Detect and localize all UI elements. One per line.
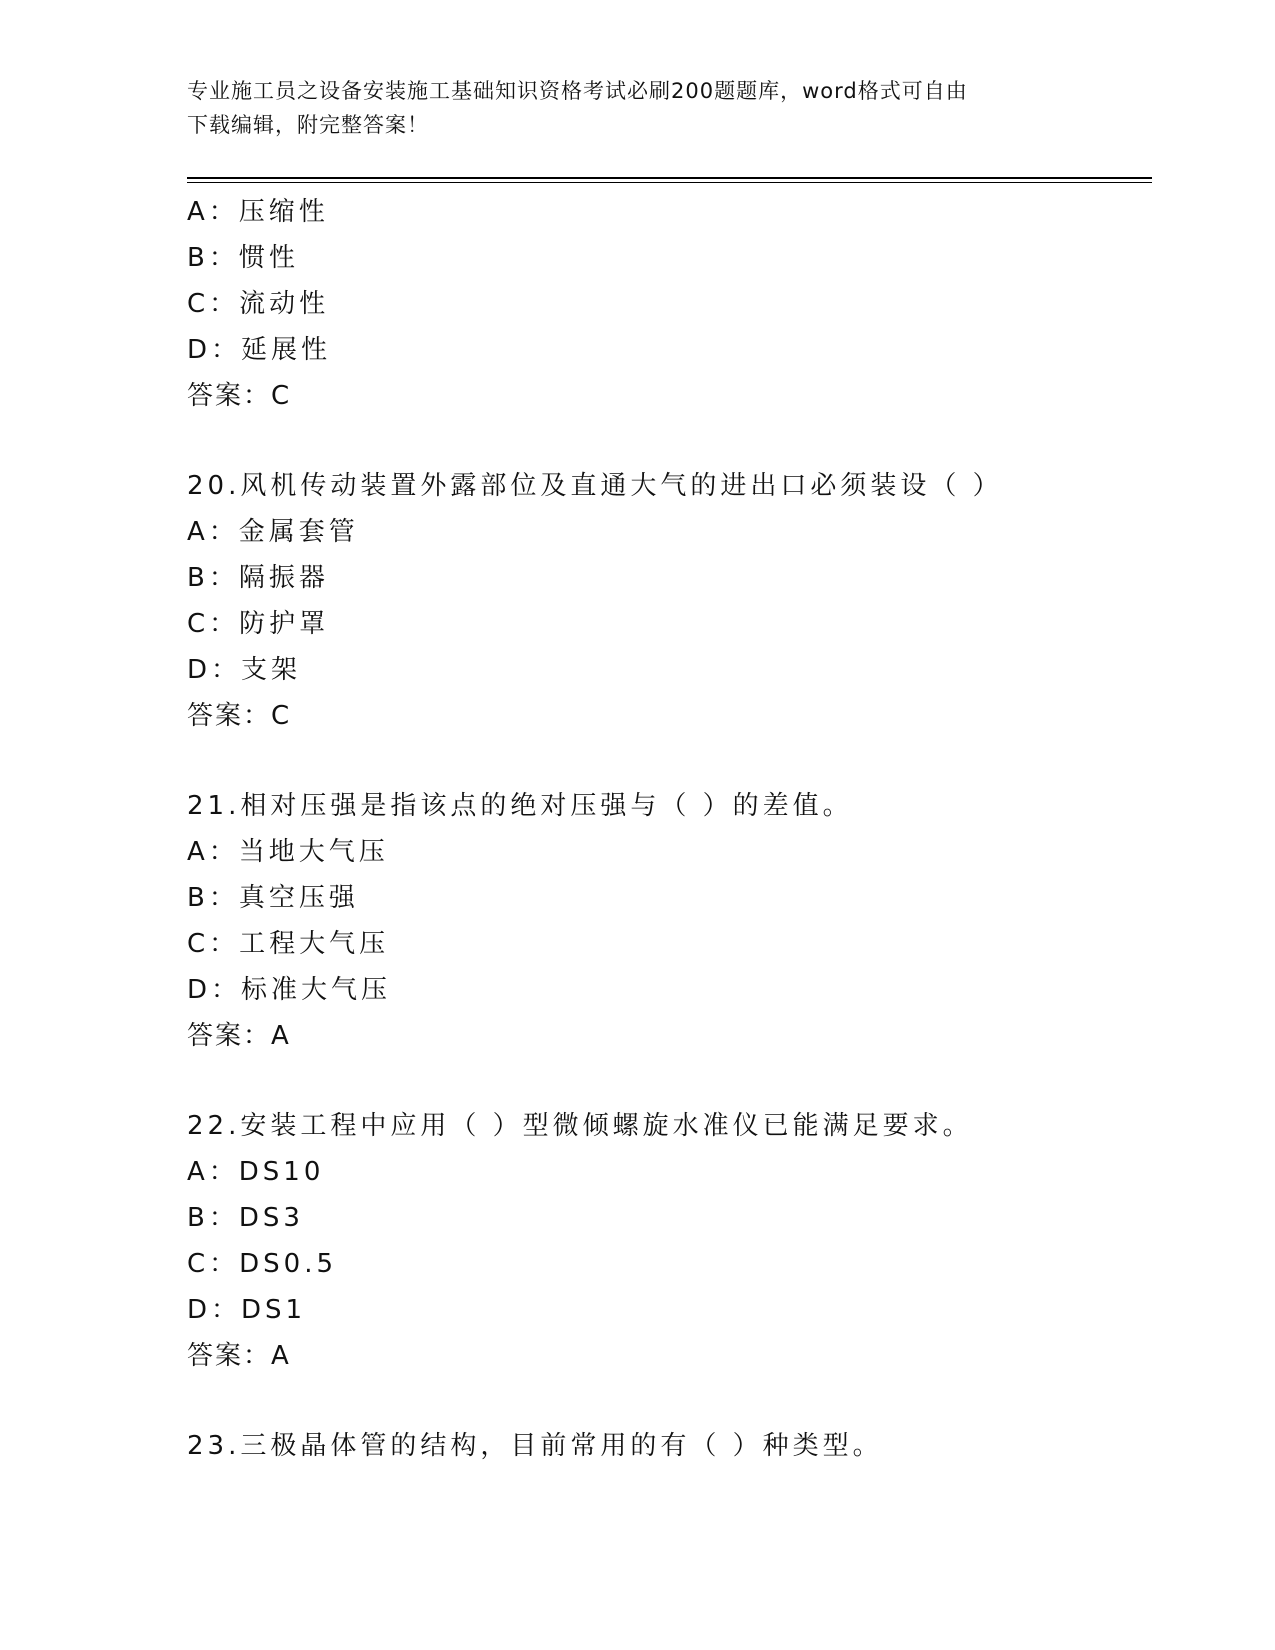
option-a: A：DS10 [187,1157,325,1187]
answer: 答案：C [187,381,292,411]
option-b: B：DS3 [187,1203,304,1233]
option-a: A：压缩性 [187,197,329,227]
question-text: 21.相对压强是指该点的绝对压强与（ ）的差值。 [187,791,853,821]
option-a: A：金属套管 [187,517,359,547]
option-d: D：标准大气压 [187,975,392,1005]
question-text: 23.三极晶体管的结构，目前常用的有（ ）种类型。 [187,1431,883,1461]
question-text: 22.安装工程中应用（ ）型微倾螺旋水准仪已能满足要求。 [187,1111,973,1141]
question-22 [187,1103,1147,1379]
option-d: D：延展性 [187,335,332,365]
option-d: D：支架 [187,655,302,685]
option-b: B：惯性 [187,243,299,273]
question-20 [187,463,1147,739]
header-divider-thick [187,177,1152,179]
question-list [187,189,1147,1469]
header-line-1: 专业施工员之设备安装施工基础知识资格考试必刷200题题库，word格式可自由 [187,79,968,103]
option-c: C：防护罩 [187,609,330,639]
answer: 答案：C [187,701,292,731]
option-c: C：DS0.5 [187,1249,338,1279]
question-19-continued [187,189,1147,419]
option-c: C：流动性 [187,289,330,319]
option-a: A：当地大气压 [187,837,389,867]
answer: 答案：A [187,1341,291,1371]
option-b: B：真空压强 [187,883,359,913]
question-21 [187,783,1147,1059]
header-divider-thin [187,182,1152,183]
option-d: D：DS1 [187,1295,307,1325]
question-text: 20.风机传动装置外露部位及直通大气的进出口必须装设（ ） [187,471,1003,501]
option-c: C：工程大气压 [187,929,390,959]
option-b: B：隔振器 [187,563,329,593]
question-23 [187,1423,1147,1469]
answer: 答案：A [187,1021,291,1051]
document-header [187,74,1087,142]
header-line-2: 下载编辑，附完整答案！ [187,113,429,137]
